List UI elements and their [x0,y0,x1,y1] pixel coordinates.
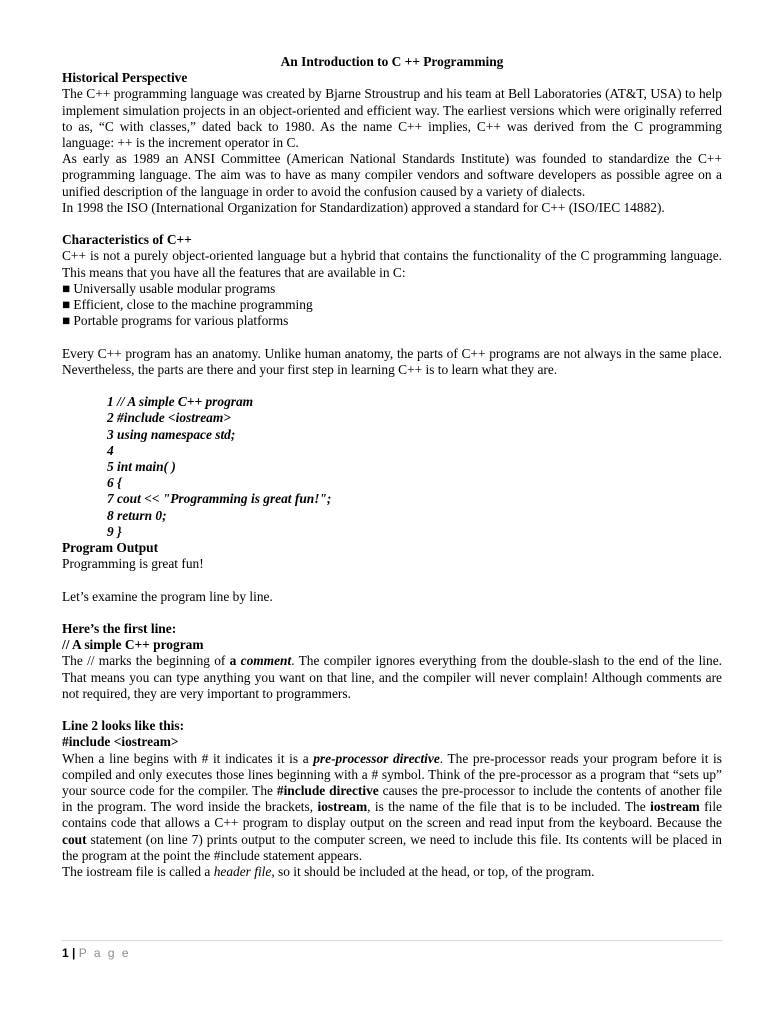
code-listing [107,394,722,540]
first-line-heading: Here’s the first line: [62,621,177,637]
examine-paragraph: Let’s examine the program line by line. [62,588,273,604]
list-item: ■ Efficient, close to the machine programming [62,297,313,313]
code-line: 4 [107,442,114,458]
page-number: 1 [62,946,69,960]
code-line: 3 using namespace std; [107,426,236,442]
code-line: 1 // A simple C++ program [107,394,254,410]
code-line: 2 #include <iostream> [107,410,231,426]
characteristics-paragraph: C++ is not a purely object-oriented language but a hybrid that contains the functionality of the C programming language. This means that you have all the features that are available in C: [62,248,722,280]
anatomy-paragraph: Every C++ program has an anatomy. Unlike human anatomy, the parts of C++ programs are not always in the same place. Nevertheless, the parts are there and your first step in learning C++ is to learn what they are. [62,345,722,377]
page-footer [62,940,722,961]
historical-paragraph-1: The C++ programming language was created by Bjarne Stroustrup and his team at Bell Laboratories (AT&T, USA) to help implement simulation projects in an object-oriented and efficient way. The earliest versions which were originally referred to as, “C with classes,” dated back to 1980. As the name C++ implies, C++ was derived from the C programming language: ++ is the increment operator in C. [62,86,722,151]
code-line: 5 int main( ) [107,459,176,475]
feature-list [62,281,722,330]
footer-separator: | [72,946,76,960]
historical-paragraph-3: In 1998 the ISO (International Organization for Standardization) approved a standard for C++ (ISO/IEC 14882). [62,199,665,215]
code-line: 7 cout << "Programming is great fun!"; [107,491,332,507]
historical-paragraph-2: As early as 1989 an ANSI Committee (American National Standards Institute) was founded to standardize the C++ programming language. The aim was to have as many compiler vendors and software developers as possible agree on a unified description of the language in order to avoid the confusion caused by a variety of dialects. [62,151,722,199]
first-line-code: // A simple C++ program [62,637,204,653]
code-line: 8 return 0; [107,507,167,523]
comment-paragraph: The // marks the beginning of a comment. The compiler ignores everything from the double-slash to the end of the line. That means you can type anything you want on that line, and the compiler will never complain! Although comments are not required, they are very important to programmers. [62,653,723,701]
output-heading: Program Output [62,540,159,556]
characteristics-heading: Characteristics of C++ [62,232,192,248]
list-item: ■ Universally usable modular programs [62,280,276,296]
document-title: An Introduction to C ++ Programming [280,54,504,69]
historical-heading: Historical Perspective [62,70,188,86]
line2-heading: Line 2 looks like this: [62,718,185,734]
page-label: P a g e [78,946,131,960]
output-text: Programming is great fun! [62,556,204,572]
preprocessor-paragraph: When a line begins with # it indicates it is a pre-processor directive. The pre-processor reads your program before it is compiled and only executes those lines beginning with a # symbol. Think of the pre-processor as a program that “sets up” your source code for the compiler. The #include directive causes the pre-processor to include the contents of another file in the program. The word inside the brackets, iostream, is the name of the file that is to be included. The iostream file contains code that allows a C++ program to display output on the screen and read input from the keyboard. Because the cout statement (on line 7) prints output to the computer screen, we need to include this file. Its contents will be placed in the program at the point the #include statement appears. [62,750,722,863]
header-file-paragraph: The iostream file is called a header file, so it should be included at the head, or top, of the program. [62,864,595,880]
list-item: ■ Portable programs for various platforms [62,313,289,329]
code-line: 6 { [107,475,122,491]
code-line: 9 } [107,523,122,539]
line2-code: #include <iostream> [62,734,179,750]
